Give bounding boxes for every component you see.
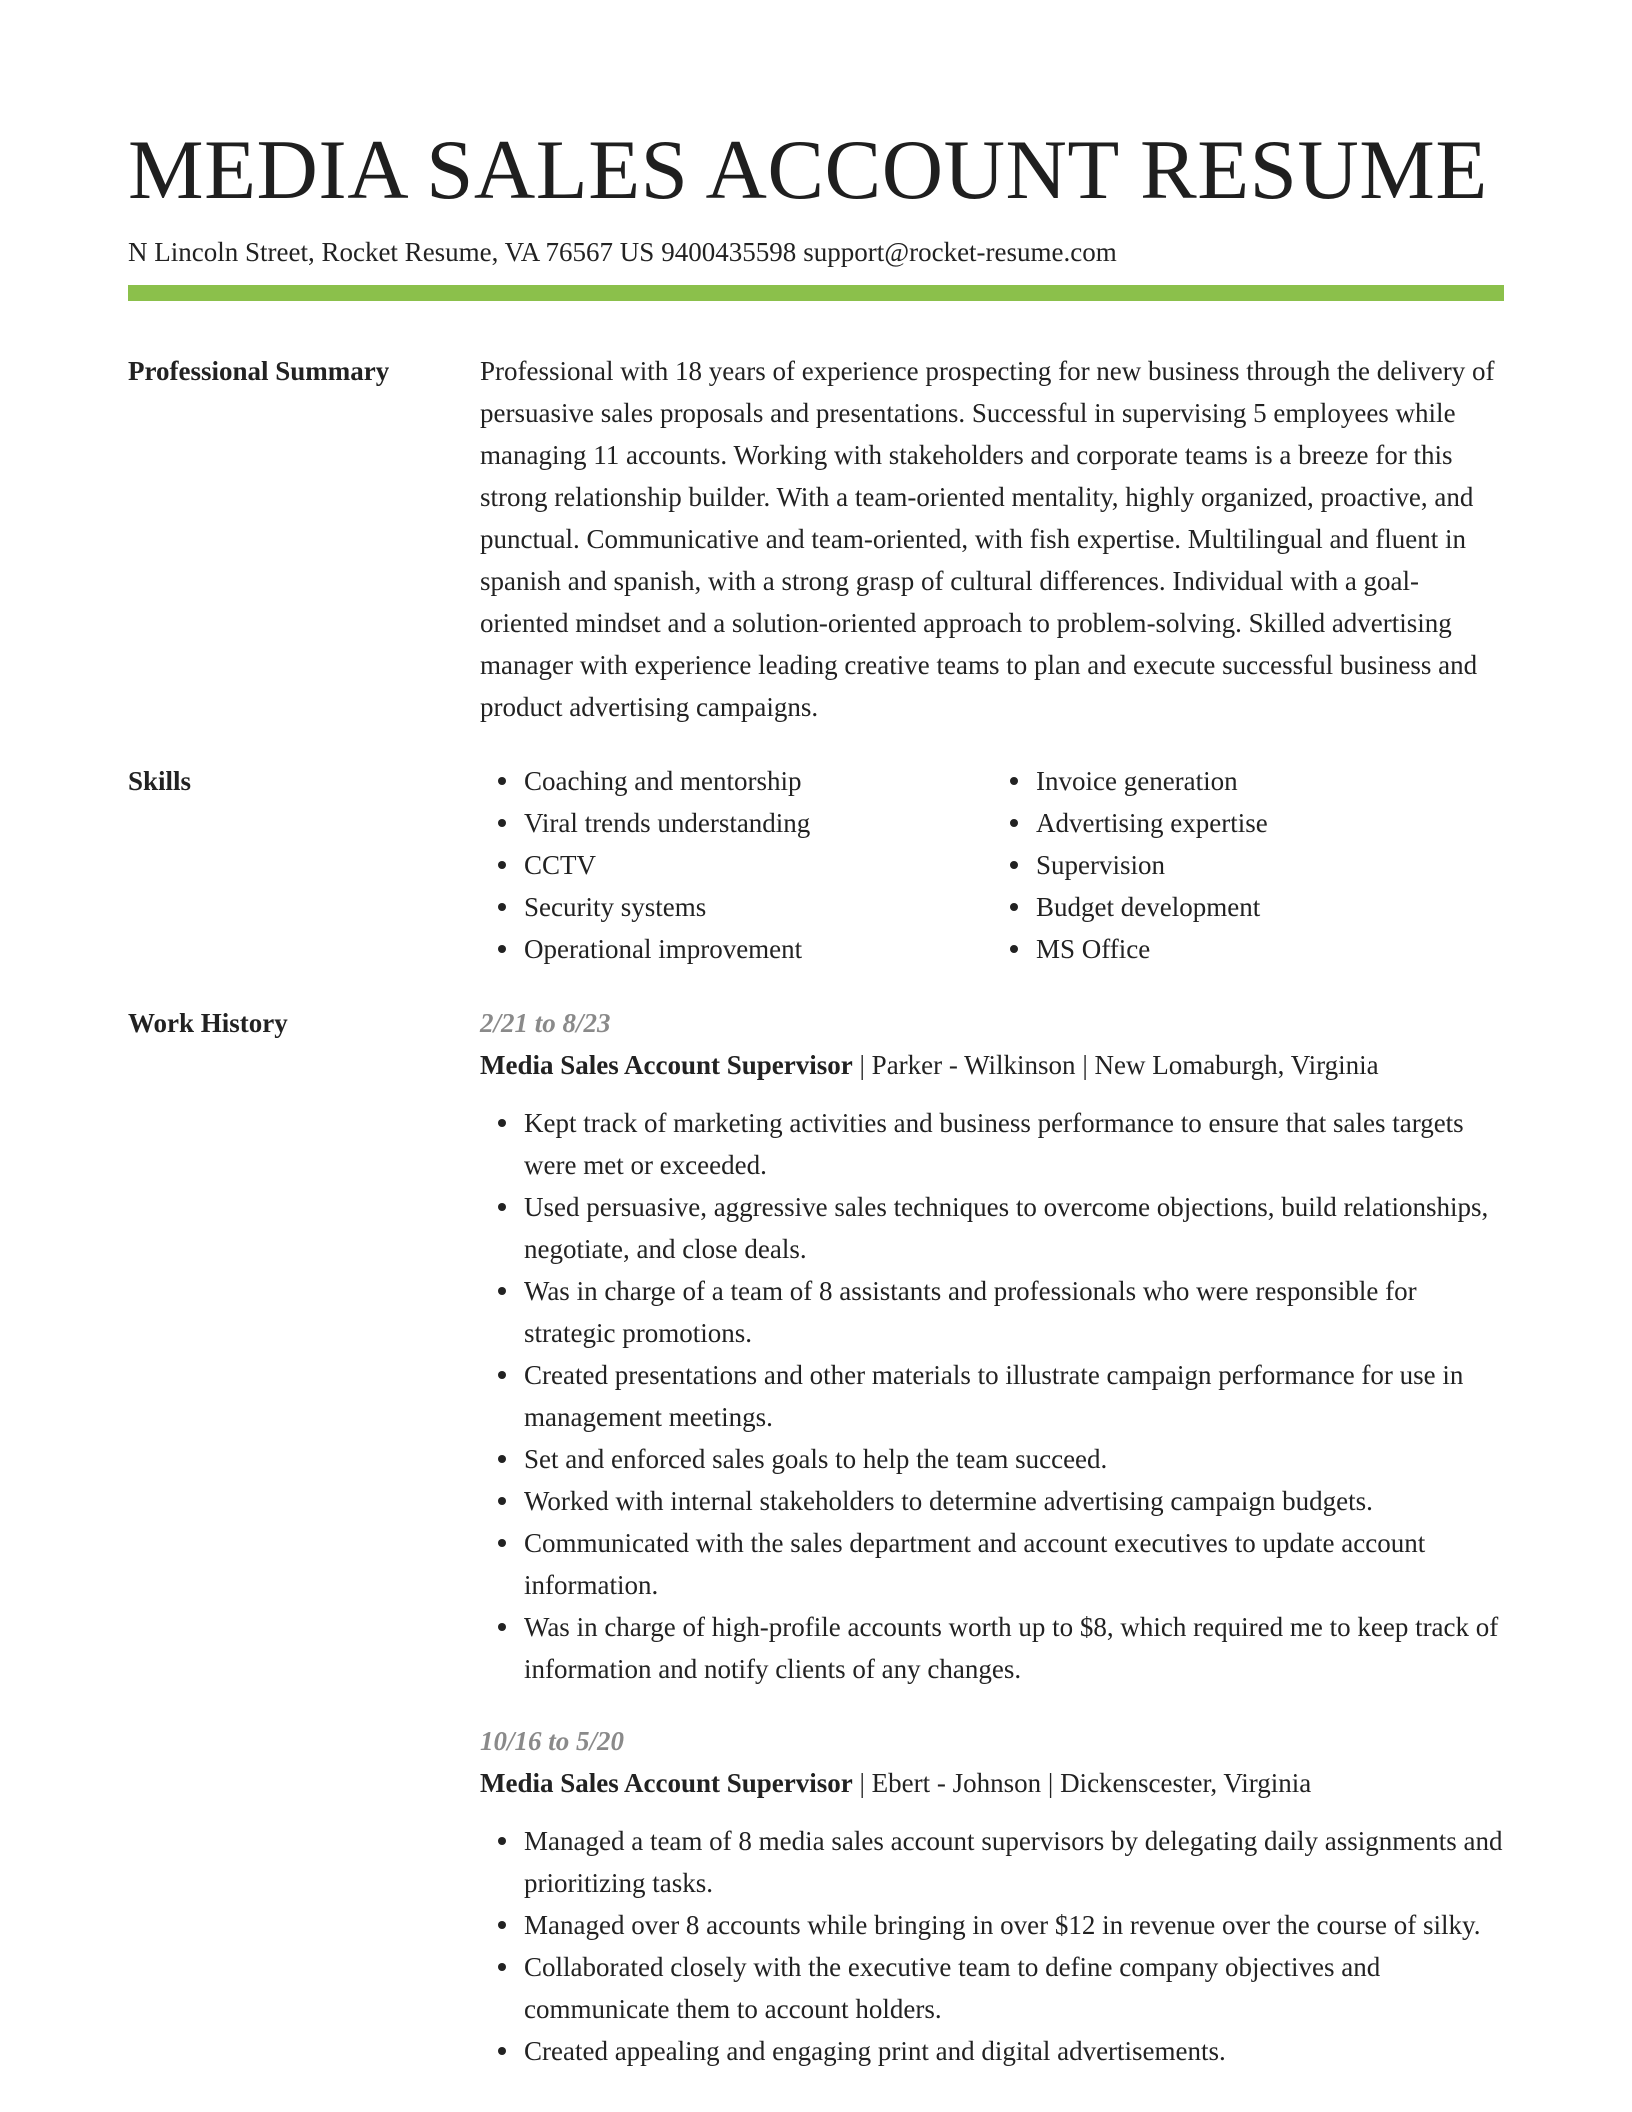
separator: |	[1047, 1768, 1054, 1798]
job-bullet: Used persuasive, aggressive sales techniques to overcome objections, build relationships, negotiate, and close deals.	[524, 1186, 1504, 1270]
skills-list-right	[992, 760, 1504, 970]
job-bullet: Managed over 8 accounts while bringing in over $12 in revenue over the course of silky.	[524, 1904, 1504, 1946]
contact-email: support@rocket-resume.com	[803, 237, 1117, 267]
job-company: Ebert - Johnson	[871, 1768, 1042, 1798]
job-bullet: Was in charge of high-profile accounts worth up to $8, which required me to keep track of information and notify clients of any changes.	[524, 1606, 1504, 1690]
job-title: Media Sales Account Supervisor	[480, 1768, 853, 1798]
job-title: Media Sales Account Supervisor	[480, 1050, 853, 1080]
job-dates: 10/16 to 5/20	[480, 1726, 625, 1756]
resume-header	[128, 118, 1504, 270]
skill-item: Security systems	[524, 886, 992, 928]
skill-item: Operational improvement	[524, 928, 992, 970]
job-bullet: Set and enforced sales goals to help the team succeed.	[524, 1438, 1504, 1480]
job-bullet-list	[480, 1102, 1504, 1690]
resume-title: MEDIA SALES ACCOUNT RESUME	[128, 123, 1488, 217]
job-bullet: Created presentations and other materials to illustrate campaign performance for use in management meetings.	[524, 1354, 1504, 1438]
skills-list-left	[480, 760, 992, 970]
job-bullet: Collaborated closely with the executive team to define company objectives and communicate them to account holders.	[524, 1946, 1504, 2030]
job-entry	[480, 1002, 1504, 1690]
job-bullet: Managed a team of 8 media sales account supervisors by delegating daily assignments and prioritizing tasks.	[524, 1820, 1504, 1904]
job-bullet: Was in charge of a team of 8 assistants and professionals who were responsible for strategic promotions.	[524, 1270, 1504, 1354]
skills-heading: Skills	[128, 766, 192, 796]
skill-item: Coaching and mentorship	[524, 760, 992, 802]
separator: |	[859, 1768, 865, 1798]
skill-item: MS Office	[1036, 928, 1504, 970]
skills-body	[480, 760, 1504, 970]
job-bullet: Created appealing and engaging print and digital advertisements.	[524, 2030, 1504, 2072]
job-location: Dickenscester, Virginia	[1060, 1768, 1312, 1798]
work-history-heading: Work History	[128, 1008, 288, 1038]
skill-item: Invoice generation	[1036, 760, 1504, 802]
job-bullet: Worked with internal stakeholders to determine advertising campaign budgets.	[524, 1480, 1504, 1522]
separator: |	[1082, 1050, 1088, 1080]
summary-heading: Professional Summary	[128, 356, 390, 386]
job-bullet: Kept track of marketing activities and business performance to ensure that sales targets were met or exceeded.	[524, 1102, 1504, 1186]
job-heading-line	[480, 1762, 1504, 1804]
skill-item: CCTV	[524, 844, 992, 886]
separator: |	[859, 1050, 865, 1080]
job-location: New Lomaburgh, Virginia	[1094, 1050, 1379, 1080]
job-entry	[480, 1720, 1504, 2072]
summary-body	[480, 350, 1504, 728]
contact-line	[128, 234, 1504, 270]
skill-item: Budget development	[1036, 886, 1504, 928]
job-bullet: Communicated with the sales department and account executives to update account information.	[524, 1522, 1504, 1606]
job-company: Parker - Wilkinson	[871, 1050, 1076, 1080]
header-divider	[128, 285, 1504, 301]
summary-text: Professional with 18 years of experience prospecting for new business through the delivery of persuasive sales proposals and presentations. Successful in supervising 5 employees while managing 11 accounts. Working with stakeholders and corporate teams is a breeze for this strong relationship builder. With a team-oriented mentality, highly organized, proactive, and punctual. Communicative and team-oriented, with fish expertise. Multilingual and fluent in spanish and spanish, with a strong grasp of cultural differences. Individual with a goal-oriented mindset and a solution-oriented approach to problem-solving. Skilled advertising manager with experience leading creative teams to plan and execute successful business and product advertising campaigns.	[480, 356, 1495, 722]
skill-item: Supervision	[1036, 844, 1504, 886]
contact-phone: 9400435598	[661, 237, 797, 267]
skill-item: Viral trends understanding	[524, 802, 992, 844]
job-bullet-list	[480, 1820, 1504, 2072]
job-heading-line	[480, 1044, 1504, 1086]
skill-item: Advertising expertise	[1036, 802, 1504, 844]
job-dates: 2/21 to 8/23	[480, 1008, 611, 1038]
contact-address: N Lincoln Street, Rocket Resume, VA 76567 US	[128, 237, 655, 267]
